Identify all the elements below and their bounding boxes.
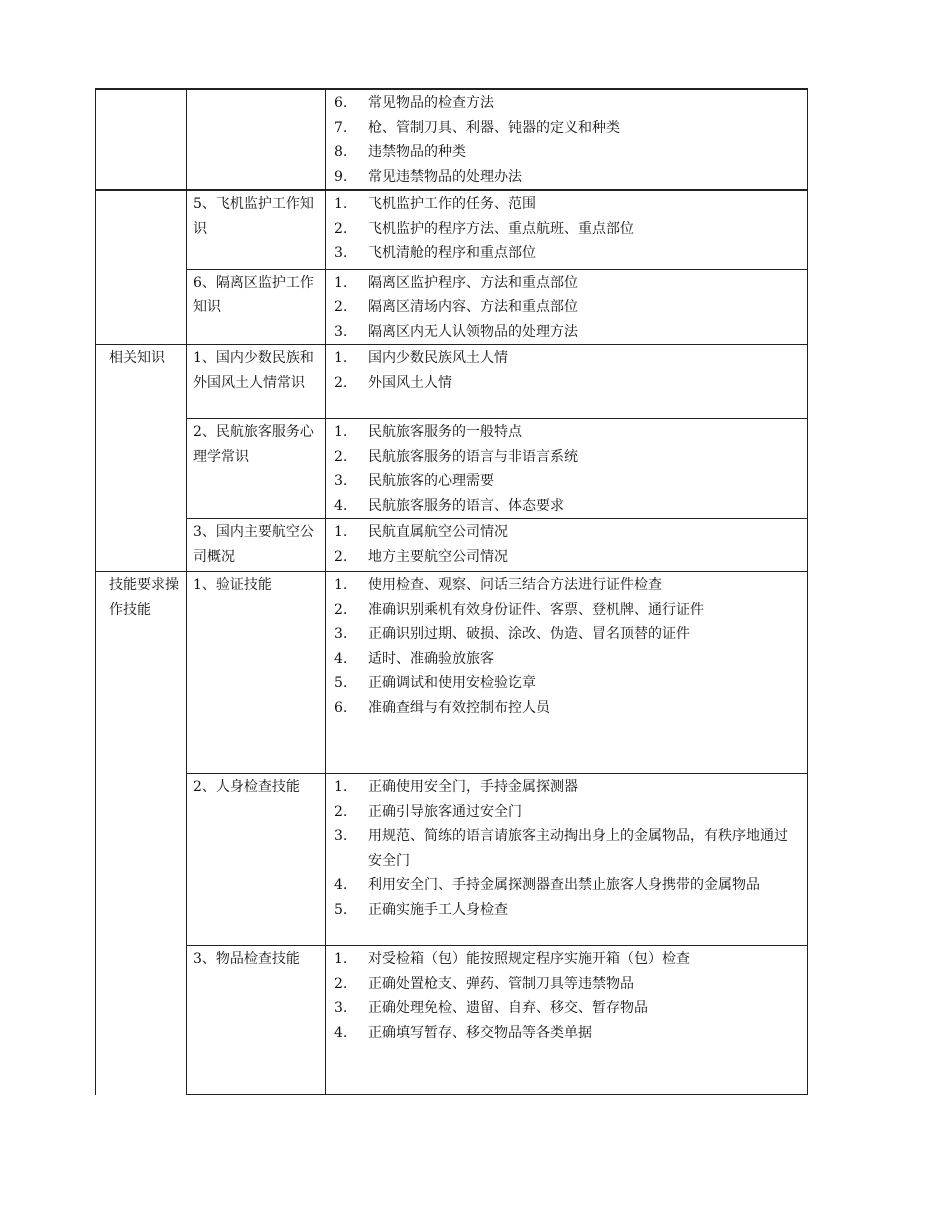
- table-row: [96, 519, 808, 572]
- items-cell: [326, 190, 808, 269]
- list-item: 4. 正确填写暂存、移交物品等各类单据: [334, 1024, 592, 1041]
- category-cell: [96, 89, 187, 190]
- items-cell: [326, 946, 808, 1095]
- list-item: 3. 用规范、简练的语言请旅客主动掏出身上的金属物品，有秩序地通过安全门: [334, 828, 788, 869]
- table-row: [96, 345, 808, 419]
- list-item: 1. 使用检查、观察、问话三结合方法进行证件检查: [334, 577, 662, 593]
- list-item: 8. 违禁物品的种类: [334, 144, 466, 160]
- list-item: 9. 常见违禁物品的处理办法: [334, 168, 522, 185]
- topic-cell: 2、人身检查技能: [187, 774, 326, 946]
- topic-cell: 3、物品检查技能: [187, 946, 326, 1095]
- items-cell: [326, 572, 808, 774]
- list-item: 4. 民航旅客服务的语言、体态要求: [334, 497, 564, 514]
- items-cell: [326, 774, 808, 946]
- topic-cell: 1、国内少数民族和外国风土人情常识: [187, 345, 326, 419]
- list-item: 1. 国内少数民族风土人情: [334, 350, 508, 366]
- topic-cell: 1、验证技能: [187, 572, 326, 774]
- list-item: 6. 常见物品的检查方法: [334, 95, 494, 111]
- table-row: [96, 774, 808, 946]
- list-item: 3. 隔离区内无人认领物品的处理方法: [334, 323, 578, 340]
- items-cell: [326, 345, 808, 419]
- list-item: 3. 飞机清舱的程序和重点部位: [334, 245, 536, 261]
- table-row: [96, 269, 808, 345]
- table-row: [96, 190, 808, 269]
- list-item: 3. 正确识别过期、破损、涂改、伪造、冒名顶替的证件: [334, 626, 690, 642]
- list-item: 2. 民航旅客服务的语言与非语言系统: [334, 448, 578, 465]
- category-cell: [96, 190, 187, 345]
- list-item: 1. 正确使用安全门，手持金属探测器: [334, 779, 578, 795]
- list-item: 2. 地方主要航空公司情况: [334, 548, 508, 565]
- list-item: 2. 正确引导旅客通过安全门: [334, 803, 522, 820]
- list-item: 2. 外国风土人情: [334, 374, 452, 391]
- list-item: 1. 隔离区监护程序、方法和重点部位: [334, 274, 578, 291]
- items-cell: [326, 419, 808, 519]
- list-item: 2. 正确处置枪支、弹药、管制刀具等违禁物品: [334, 975, 634, 992]
- items-cell: [326, 269, 808, 345]
- list-item: 3. 民航旅客的心理需要: [334, 473, 494, 489]
- topic-cell: 3、国内主要航空公司概况: [187, 519, 326, 572]
- list-item: 6. 准确查缉与有效控制布控人员: [334, 699, 550, 716]
- items-cell: [326, 89, 808, 190]
- training-content-table: [95, 88, 808, 1095]
- list-item: 2. 隔离区清场内容、方法和重点部位: [334, 299, 578, 315]
- list-item: 1. 民航直属航空公司情况: [334, 524, 508, 540]
- table-row: [96, 946, 808, 1095]
- list-item: 2. 飞机监护的程序方法、重点航班、重点部位: [334, 220, 634, 237]
- topic-cell: 2、民航旅客服务心理学常识: [187, 419, 326, 519]
- table-row: [96, 572, 808, 774]
- topic-cell: [187, 89, 326, 190]
- topic-cell: 5、飞机监护工作知识: [187, 190, 326, 269]
- table-row: [96, 89, 808, 190]
- category-cell: 技能要求操作技能: [96, 572, 187, 1095]
- category-cell: 相关知识: [96, 345, 187, 572]
- list-item: 2. 准确识别乘机有效身份证件、客票、登机牌、通行证件: [334, 601, 704, 618]
- list-item: 5. 正确调试和使用安检验讫章: [334, 675, 536, 691]
- list-item: 5. 正确实施手工人身检查: [334, 901, 508, 918]
- list-item: 1. 对受检箱（包）能按照规定程序实施开箱（包）检查: [334, 951, 690, 967]
- list-item: 3. 正确处理免检、遗留、自弃、移交、暂存物品: [334, 1000, 648, 1016]
- list-item: 4. 适时、准确验放旅客: [334, 650, 494, 667]
- list-item: 1. 民航旅客服务的一般特点: [334, 424, 522, 440]
- items-cell: [326, 519, 808, 572]
- list-item: 7. 枪、管制刀具、利器、钝器的定义和种类: [334, 119, 620, 136]
- table-row: [96, 419, 808, 519]
- list-item: 4. 利用安全门、手持金属探测器查出禁止旅客人身携带的金属物品: [334, 877, 760, 893]
- topic-cell: 6、隔离区监护工作知识: [187, 269, 326, 345]
- list-item: 1. 飞机监护工作的任务、范围: [334, 196, 536, 212]
